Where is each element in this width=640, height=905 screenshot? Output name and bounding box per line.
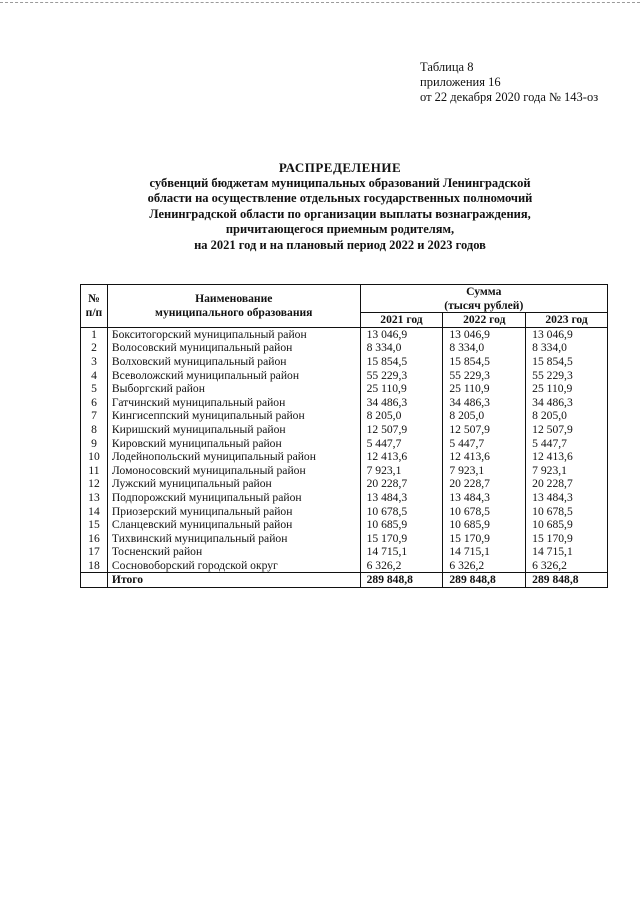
- table-row: [81, 532, 608, 546]
- table-row: [81, 382, 608, 396]
- table-row: [81, 559, 608, 573]
- amount-2023: 7 923,1: [526, 464, 608, 478]
- row-number: 4: [81, 369, 108, 383]
- title-heading: РАСПРЕДЕЛЕНИЕ: [278, 160, 402, 175]
- amount-2021: 6 326,2: [360, 559, 443, 573]
- table-row: [81, 545, 608, 559]
- row-number: 16: [81, 532, 108, 546]
- amount-2023: 13 046,9: [526, 327, 608, 341]
- header-year-2021: 2021 год: [360, 313, 443, 328]
- title-line: области на осуществление отдельных государственных полномочий: [147, 191, 533, 205]
- amount-2023: 55 229,3: [526, 369, 608, 383]
- row-number: 17: [81, 545, 108, 559]
- amount-2022: 12 507,9: [443, 423, 526, 437]
- table-row: [81, 464, 608, 478]
- amount-2021: 13 046,9: [360, 327, 443, 341]
- amount-2023: 15 170,9: [526, 532, 608, 546]
- amount-2021: 13 484,3: [360, 491, 443, 505]
- table-row: [81, 450, 608, 464]
- amount-2021: 12 507,9: [360, 423, 443, 437]
- amount-2022: 6 326,2: [443, 559, 526, 573]
- amount-2022: 8 334,0: [443, 341, 526, 355]
- municipality-name: Лодейнопольский муниципальный район: [107, 450, 360, 464]
- title-line: причитающегося приемным родителям,: [225, 222, 455, 236]
- header-year-2022: 2022 год: [443, 313, 526, 328]
- amount-2021: 55 229,3: [360, 369, 443, 383]
- table-row: [81, 505, 608, 519]
- amount-2021: 8 334,0: [360, 341, 443, 355]
- amount-2023: 12 413,6: [526, 450, 608, 464]
- header-row-number: № п/п: [81, 285, 108, 328]
- header-municipality: Наименование муниципального образования: [107, 285, 360, 328]
- row-number: 12: [81, 477, 108, 491]
- amount-2022: 10 678,5: [443, 505, 526, 519]
- row-number: 14: [81, 505, 108, 519]
- row-number: 9: [81, 437, 108, 451]
- title-line: Ленинградской области по организации выплаты вознаграждения,: [149, 206, 531, 221]
- table-row: [81, 518, 608, 532]
- amount-2022: 25 110,9: [443, 382, 526, 396]
- amount-2022: 8 205,0: [443, 409, 526, 423]
- table-row: [81, 477, 608, 491]
- municipality-name: Приозерский муниципальный район: [107, 505, 360, 519]
- amount-2022: 13 046,9: [443, 327, 526, 341]
- total-label: Итого: [107, 573, 360, 588]
- table-row: [81, 355, 608, 369]
- row-number: 5: [81, 382, 108, 396]
- amount-2022: 13 484,3: [443, 491, 526, 505]
- row-number: 11: [81, 464, 108, 478]
- municipality-name: Волховский муниципальный район: [107, 355, 360, 369]
- total-number-cell: [81, 573, 108, 588]
- municipality-name: Подпорожский муниципальный район: [107, 491, 360, 505]
- amount-2021: 8 205,0: [360, 409, 443, 423]
- row-number: 15: [81, 518, 108, 532]
- total-row: [81, 573, 608, 588]
- table-row: [81, 491, 608, 505]
- row-number: 8: [81, 423, 108, 437]
- table-row: [81, 409, 608, 423]
- municipality-name: Выборгский район: [107, 382, 360, 396]
- amount-2021: 14 715,1: [360, 545, 443, 559]
- amount-2023: 5 447,7: [526, 437, 608, 451]
- amount-2022: 12 413,6: [443, 450, 526, 464]
- table-row: [81, 423, 608, 437]
- amount-2022: 34 486,3: [443, 396, 526, 410]
- amount-2021: 20 228,7: [360, 477, 443, 491]
- amount-2023: 8 205,0: [526, 409, 608, 423]
- amount-2022: 15 854,5: [443, 355, 526, 369]
- municipality-name: Тосненский район: [107, 545, 360, 559]
- amount-2023: 10 678,5: [526, 505, 608, 519]
- amount-2022: 55 229,3: [443, 369, 526, 383]
- header-sum: Сумма (тысяч рублей): [360, 285, 607, 313]
- amount-2023: 10 685,9: [526, 518, 608, 532]
- amount-2022: 5 447,7: [443, 437, 526, 451]
- title-line: субвенций бюджетам муниципальных образований Ленинградской: [149, 175, 531, 190]
- row-number: 13: [81, 491, 108, 505]
- amount-2021: 12 413,6: [360, 450, 443, 464]
- amount-2023: 8 334,0: [526, 341, 608, 355]
- table-row: [81, 341, 608, 355]
- amount-2022: 14 715,1: [443, 545, 526, 559]
- municipality-name: Ломоносовский муниципальный район: [107, 464, 360, 478]
- amount-2023: 20 228,7: [526, 477, 608, 491]
- amount-2023: 6 326,2: [526, 559, 608, 573]
- subvention-table: [80, 284, 608, 588]
- total-2023: 289 848,8: [526, 573, 608, 588]
- row-number: 18: [81, 559, 108, 573]
- amount-2023: 15 854,5: [526, 355, 608, 369]
- table-row: [81, 396, 608, 410]
- table-body: [81, 327, 608, 573]
- municipality-name: Кировский муниципальный район: [107, 437, 360, 451]
- municipality-name: Лужский муниципальный район: [107, 477, 360, 491]
- appendix-number: приложения 16: [420, 75, 501, 89]
- table-row: [81, 437, 608, 451]
- table-row: [81, 369, 608, 383]
- municipality-name: Сосновоборский городской округ: [107, 559, 360, 573]
- municipality-name: Сланцевский муниципальный район: [107, 518, 360, 532]
- amount-2021: 7 923,1: [360, 464, 443, 478]
- municipality-name: Всеволожский муниципальный район: [107, 369, 360, 383]
- municipality-name: Волосовский муниципальный район: [107, 341, 360, 355]
- amount-2023: 14 715,1: [526, 545, 608, 559]
- total-2021: 289 848,8: [360, 573, 443, 588]
- law-reference: от 22 декабря 2020 года № 143-оз: [420, 90, 599, 104]
- row-number: 2: [81, 341, 108, 355]
- amount-2022: 20 228,7: [443, 477, 526, 491]
- municipality-name: Тихвинский муниципальный район: [107, 532, 360, 546]
- municipality-name: Кингисеппский муниципальный район: [107, 409, 360, 423]
- municipality-name: Киришский муниципальный район: [107, 423, 360, 437]
- amount-2021: 15 170,9: [360, 532, 443, 546]
- row-number: 6: [81, 396, 108, 410]
- amount-2023: 25 110,9: [526, 382, 608, 396]
- amount-2023: 13 484,3: [526, 491, 608, 505]
- amount-2023: 12 507,9: [526, 423, 608, 437]
- amount-2022: 15 170,9: [443, 532, 526, 546]
- amount-2021: 10 678,5: [360, 505, 443, 519]
- amount-2023: 34 486,3: [526, 396, 608, 410]
- appendix-reference: [420, 60, 598, 105]
- total-2022: 289 848,8: [443, 573, 526, 588]
- amount-2021: 25 110,9: [360, 382, 443, 396]
- row-number: 1: [81, 327, 108, 341]
- row-number: 3: [81, 355, 108, 369]
- title-line: на 2021 год и на плановый период 2022 и 2023 годов: [194, 237, 486, 252]
- amount-2021: 5 447,7: [360, 437, 443, 451]
- document-title: [60, 160, 620, 253]
- amount-2021: 10 685,9: [360, 518, 443, 532]
- header-year-2023: 2023 год: [526, 313, 608, 328]
- municipality-name: Гатчинский муниципальный район: [107, 396, 360, 410]
- row-number: 7: [81, 409, 108, 423]
- amount-2021: 15 854,5: [360, 355, 443, 369]
- amount-2021: 34 486,3: [360, 396, 443, 410]
- amount-2022: 7 923,1: [443, 464, 526, 478]
- municipality-name: Бокситогорский муниципальный район: [107, 327, 360, 341]
- scan-top-border: [0, 2, 640, 3]
- row-number: 10: [81, 450, 108, 464]
- amount-2022: 10 685,9: [443, 518, 526, 532]
- table-row: [81, 327, 608, 341]
- table-number: Таблица 8: [420, 60, 474, 74]
